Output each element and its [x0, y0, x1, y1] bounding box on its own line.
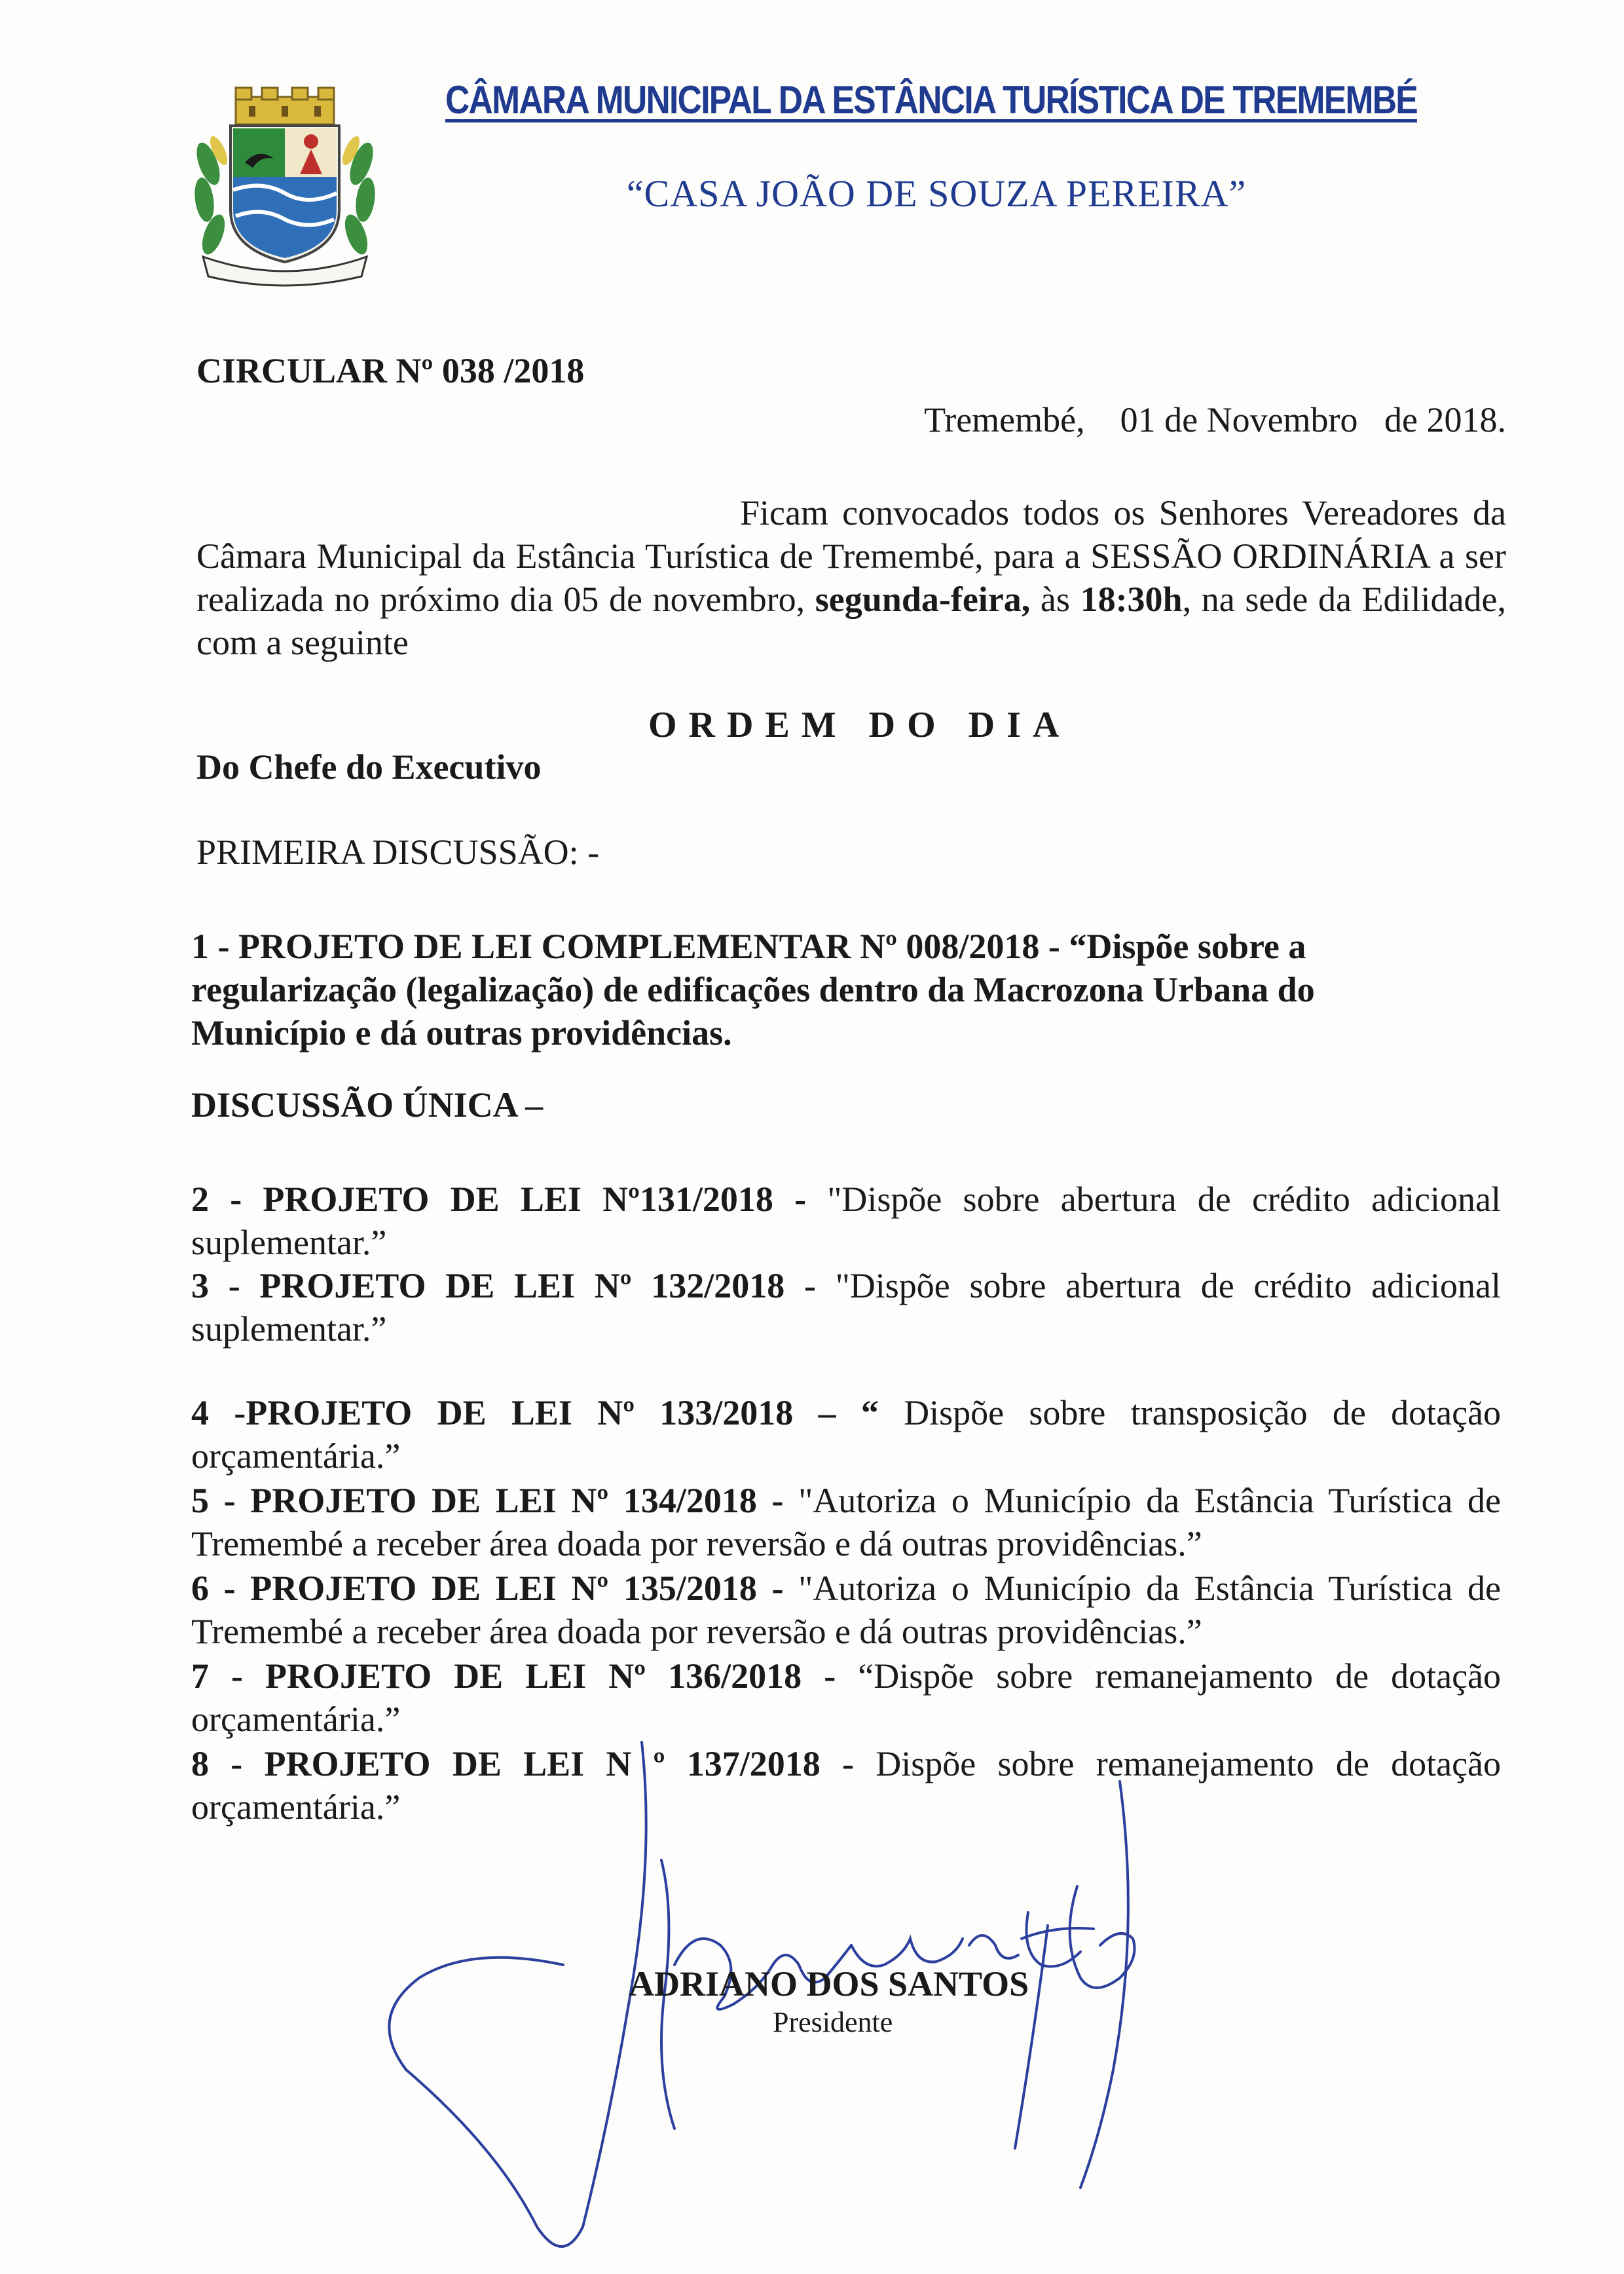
item-text: Dispõe sobre remanejamento de dotação orçamentária.”: [191, 1744, 1502, 1827]
item-text: "Autoriza o Município da Estância Turística de Tremembé a receber área doada por reversão e dá outras providências.”: [191, 1481, 1502, 1563]
agenda-item-3: [191, 1264, 1501, 1351]
intro-text-3: , na sede da Edilidade, com a seguinte: [196, 580, 1506, 662]
agenda-item-2: [191, 1178, 1501, 1264]
item-lead: 6 - PROJETO DE LEI Nº 135/2018 -: [191, 1569, 784, 1608]
agenda-item-1: 1 - PROJETO DE LEI COMPLEMENTAR Nº 008/2018 - “Dispõe sobre a regularização (legalização) de edificações dentro da Macrozona Urbana do Município e dá outras providências.: [191, 927, 1315, 1053]
item-lead: 7 - PROJETO DE LEI Nº 136/2018 -: [191, 1656, 836, 1696]
item-lead: 8 - PROJETO DE LEI N º 137/2018 -: [191, 1744, 855, 1783]
intro-time: 18:30h: [1080, 580, 1183, 619]
signer-name: ADRIANO DOS SANTOS: [629, 1964, 1029, 2004]
item-lead: 2 - PROJETO DE LEI Nº131/2018 -: [191, 1180, 807, 1219]
intro-text-1: Ficam convocados todos os Senhores Vereadores da Câmara Municipal da Estância Turística de Tremembé, para a SESSÃO ORDINÁRIA a ser realizada no próximo dia 05 de novembro,: [196, 493, 1506, 619]
item-lead: 4 -PROJETO DE LEI Nº 133/2018 – “: [191, 1393, 879, 1432]
date-line: [924, 400, 1506, 440]
item-text: Dispõe sobre transposição de dotação orçamentária.”: [191, 1393, 1502, 1476]
agenda-item-7: [191, 1654, 1501, 1741]
first-discussion-label: PRIMEIRA DISCUSSÃO: -: [196, 832, 600, 872]
circular-number: CIRCULAR Nº 038 /2018: [196, 351, 585, 390]
item-lead: 5 - PROJETO DE LEI Nº 134/2018 -: [191, 1481, 784, 1520]
agenda-item-5: [191, 1479, 1501, 1565]
convocation-paragraph: [196, 491, 1506, 664]
agenda-item-6: [191, 1567, 1501, 1653]
item-text: “Dispõe sobre remanejamento de dotação orçamentária.”: [191, 1656, 1502, 1739]
house-name-subtitle: “CASA JOÃO DE SOUZA PEREIRA”: [626, 172, 1247, 215]
date-city: Tremembé,: [924, 400, 1085, 439]
item-lead: 3 - PROJETO DE LEI Nº 132/2018 -: [191, 1266, 816, 1305]
date-value: 01 de Novembro de 2018.: [1120, 400, 1506, 439]
institution-title: CÂMARA MUNICIPAL DA ESTÂNCIA TURÍSTICA DE TREMEMBÉ: [445, 78, 1417, 122]
single-discussion-label: DISCUSSÃO ÚNICA –: [191, 1085, 544, 1125]
executive-label: Do Chefe do Executivo: [196, 747, 542, 787]
item-text: "Autoriza o Município da Estância Turística de Tremembé a receber área doada por reversão e dá outras providências.”: [191, 1569, 1502, 1651]
agenda-item-4: [191, 1391, 1501, 1478]
agenda-title: ORDEM DO DIA: [648, 705, 1071, 745]
item-text: "Dispõe sobre abertura de crédito adicional suplementar.”: [191, 1266, 1501, 1349]
intro-text-2: às: [1030, 580, 1080, 619]
signer-role: Presidente: [773, 2006, 893, 2038]
intro-weekday: segunda-feira,: [815, 580, 1031, 619]
item-text: "Dispõe sobre abertura de crédito adicional suplementar.”: [191, 1180, 1502, 1262]
coat-of-arms-icon: [190, 85, 380, 295]
